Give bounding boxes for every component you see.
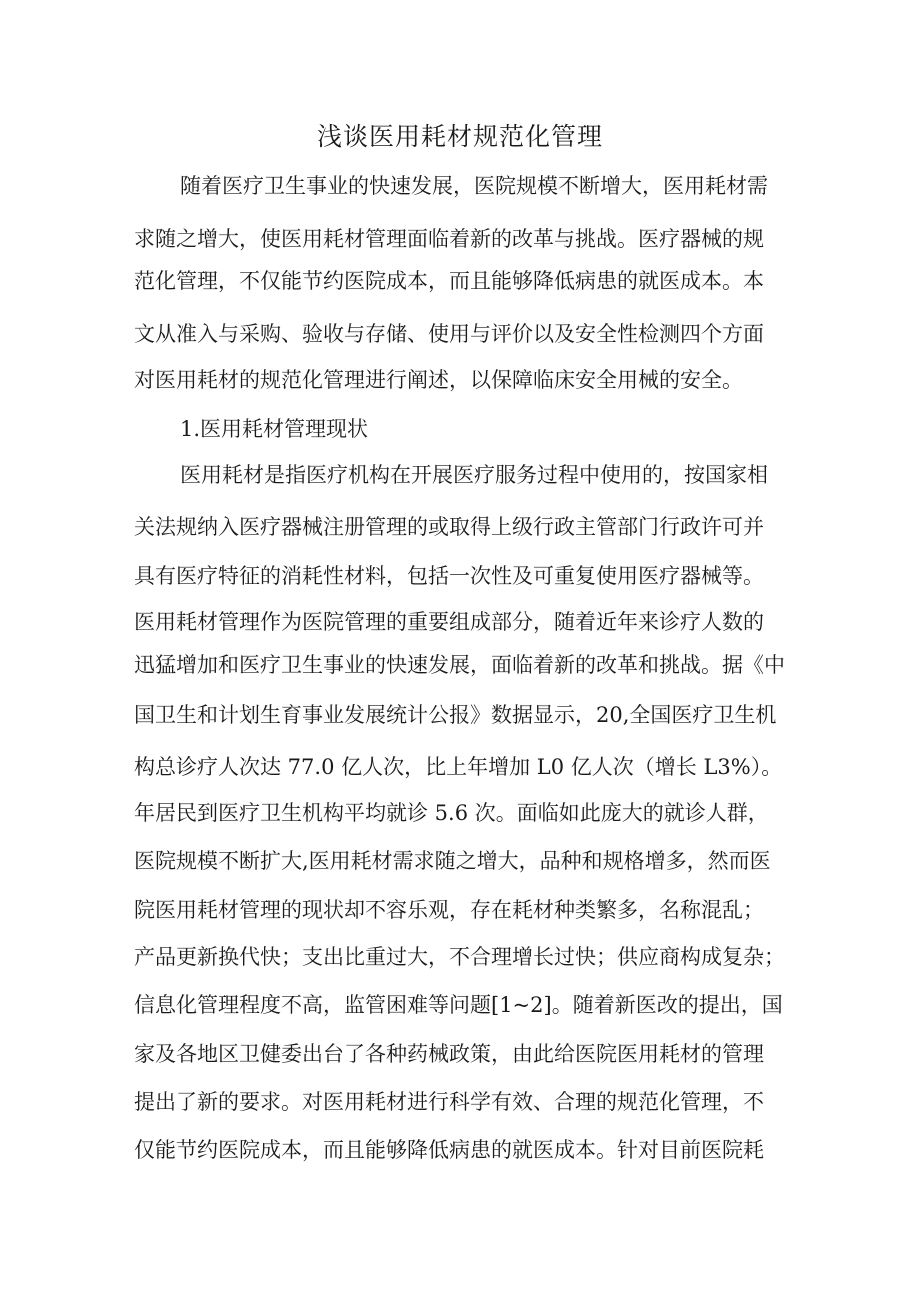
paragraph-line: 构总诊疗人次达 77.0 亿人次，比上年增加 L0 亿人次（增长 L3%）。 — [134, 755, 783, 779]
paragraph-line: 医用耗材是指医疗机构在开展医疗服务过程中使用的，按国家相 — [180, 463, 768, 487]
paragraph-line: 范化管理，不仅能节约医院成本，而且能够降低病患的就医成本。本 — [134, 269, 764, 293]
paragraph-line: 仅能节约医院成本，而且能够降低病患的就医成本。针对目前医院耗 — [134, 1138, 764, 1162]
document-title: 浅谈医用耗材规范化管理 — [316, 122, 603, 151]
paragraph-line: 院医用耗材管理的现状却不容乐观，存在耗材种类繁多，名称混乱； — [134, 898, 764, 922]
paragraph-line: 关法规纳入医疗器械注册管理的或取得上级行政主管部门行政许可并 — [134, 515, 764, 539]
paragraph-line: 产品更新换代快；支出比重过大，不合理增长过快；供应商构成复杂； — [134, 945, 785, 969]
paragraph-line: 提出了新的要求。对医用耗材进行科学有效、合理的规范化管理，不 — [134, 1090, 764, 1114]
paragraph-line: 求随之增大，使医用耗材管理面临着新的改革与挑战。医疗器械的规 — [134, 227, 764, 251]
paragraph-line: 国卫生和计划生育事业发展统计公报》数据显示，20,全国医疗卫生机 — [134, 703, 777, 727]
section-heading: 1.医用耗材管理现状 — [180, 417, 369, 441]
paragraph-line: 医用耗材管理作为医院管理的重要组成部分，随着近年来诊疗人数的 — [134, 610, 764, 634]
paragraph-line: 随着医疗卫生事业的快速发展，医院规模不断增大，医用耗材需 — [180, 174, 768, 198]
paragraph-line: 信息化管理程度不高，监管困难等问题[1~2]。随着新医改的提出，国 — [134, 993, 783, 1017]
paragraph-line: 文从准入与采购、验收与存储、使用与评价以及安全性检测四个方面 — [134, 322, 764, 346]
paragraph-line: 医院规模不断扩大,医用耗材需求随之增大，品种和规格增多，然而医 — [134, 849, 771, 873]
paragraph-line: 迅猛增加和医疗卫生事业的快速发展，面临着新的改革和挑战。据《中 — [134, 653, 785, 677]
paragraph-line: 年居民到医疗卫生机构平均就诊 5.6 次。面临如此庞大的就诊人群， — [134, 801, 769, 825]
paragraph-line: 对医用耗材的规范化管理进行阐述，以保障临床安全用械的安全。 — [134, 368, 743, 392]
paragraph-line: 具有医疗特征的消耗性材料，包括一次性及可重复使用医疗器械等。 — [134, 564, 764, 588]
paragraph-line: 家及各地区卫健委出台了各种药械政策，由此给医院医用耗材的管理 — [134, 1042, 764, 1066]
